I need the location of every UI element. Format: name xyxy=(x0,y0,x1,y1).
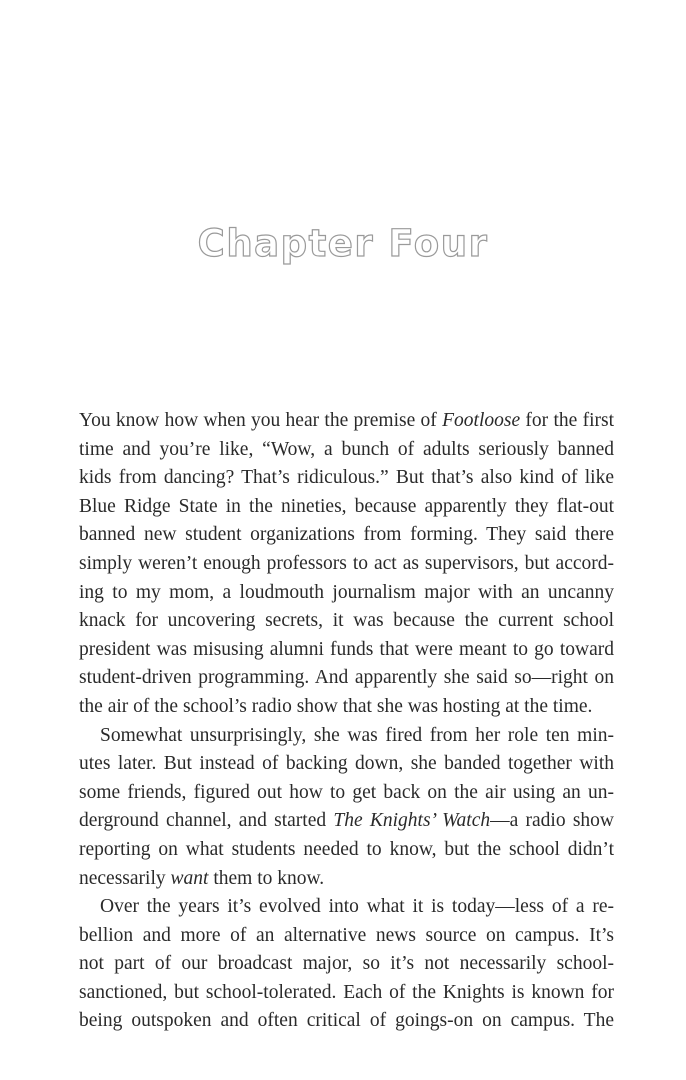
text-segment: knack for uncovering secrets, it was because the current school xyxy=(79,610,614,632)
text-segment: bellion and more of an alternative news source on campus. It’s xyxy=(79,924,614,946)
paragraph xyxy=(79,893,614,1036)
text-line xyxy=(79,493,614,522)
text-segment: the air of the school’s radio show that she was hosting at the time. xyxy=(79,695,593,717)
text-segment: Blue Ridge State in the nineties, because apparently they flat-out xyxy=(79,495,614,517)
text-segment: for the first xyxy=(520,410,614,431)
text-line xyxy=(79,607,614,636)
chapter-body xyxy=(79,407,614,1036)
text-segment: not part of our broadcast major, so it’s not necessarily school- xyxy=(79,953,614,975)
text-line xyxy=(79,436,614,465)
italic-text: The Knights’ Watch xyxy=(333,810,491,832)
text-line xyxy=(79,579,614,608)
text-segment: necessarily xyxy=(79,867,171,889)
text-line xyxy=(79,807,614,836)
text-line xyxy=(79,464,614,493)
text-segment: Over the years it’s evolved into what it is today—less of a re- xyxy=(100,896,614,918)
paragraph xyxy=(79,407,614,722)
text-segment: simply weren’t enough professors to act as supervisors, but accord- xyxy=(79,552,614,574)
text-segment: kids from dancing? That’s ridiculous.” But that’s also kind of like xyxy=(79,467,614,489)
text-segment: president was misusing alumni funds that were meant to go toward xyxy=(79,638,614,660)
italic-text: want xyxy=(170,867,209,889)
text-segment: ing to my mom, a loudmouth journalism major with an uncanny xyxy=(79,581,614,603)
text-segment: —a radio show xyxy=(490,810,614,832)
text-segment: student-driven programming. And apparently she said so—right on xyxy=(79,667,614,689)
text-segment: reporting on what students needed to know, but the school didn’t xyxy=(79,838,614,860)
text-line xyxy=(79,521,614,550)
text-segment: banned new student organizations from forming. They said there xyxy=(79,524,614,546)
text-line xyxy=(79,407,614,436)
text-line xyxy=(79,893,614,922)
text-line xyxy=(79,922,614,951)
text-segment: utes later. But instead of backing down, she banded together with xyxy=(79,753,614,775)
text-line xyxy=(79,836,614,865)
text-line xyxy=(79,1007,614,1036)
text-segment: sanctioned, but school-tolerated. Each of the Knights is known for xyxy=(79,981,614,1003)
text-segment: some friends, figured out how to get back on the air using an un- xyxy=(79,781,614,803)
text-line xyxy=(79,750,614,779)
text-line xyxy=(79,979,614,1008)
chapter-title: Chapter Four xyxy=(197,222,489,265)
text-segment: Somewhat unsurprisingly, she was fired from her role ten min- xyxy=(100,724,614,746)
text-segment: time and you’re like, “Wow, a bunch of adults seriously banned xyxy=(79,438,614,460)
text-line xyxy=(79,636,614,665)
text-line xyxy=(79,722,614,751)
text-segment: You know how when you hear the premise of xyxy=(79,410,443,431)
text-line xyxy=(79,693,614,722)
text-segment: being outspoken and often critical of goings-on on campus. The xyxy=(79,1010,614,1032)
text-line xyxy=(79,550,614,579)
text-line xyxy=(79,950,614,979)
text-line xyxy=(79,865,614,894)
text-line xyxy=(79,664,614,693)
italic-text: Footloose xyxy=(442,410,521,431)
text-segment: them to know. xyxy=(208,867,325,889)
text-segment: derground channel, and started xyxy=(79,810,334,832)
text-line xyxy=(79,779,614,808)
paragraph xyxy=(79,722,614,894)
